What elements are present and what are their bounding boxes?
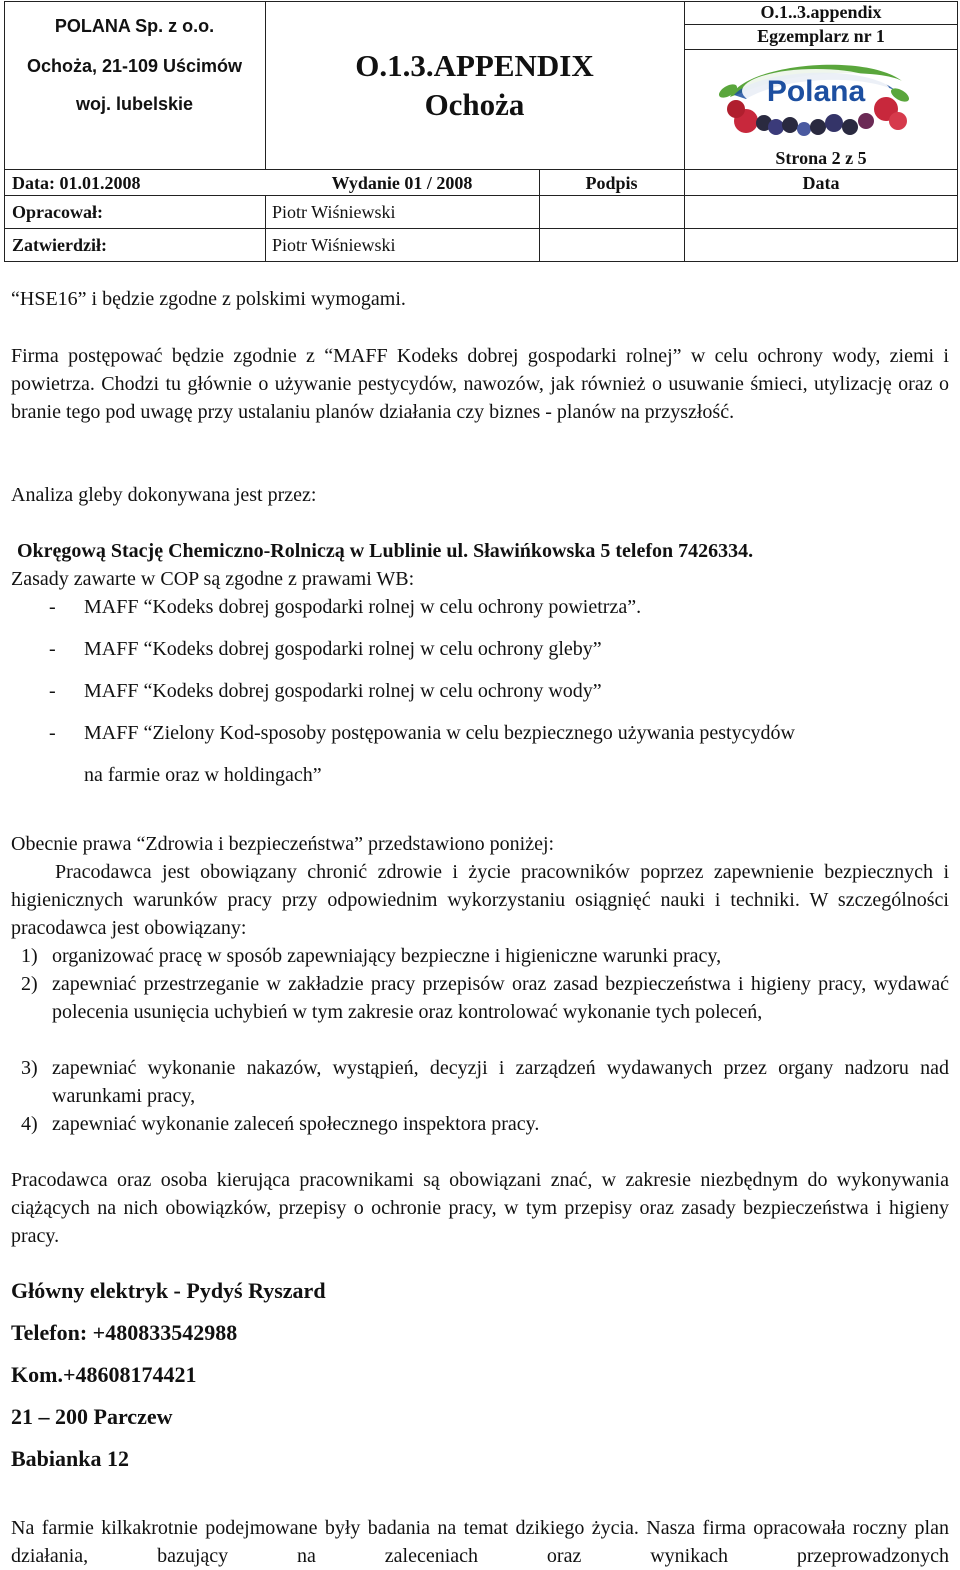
company-name: POLANA Sp. z o.o. [54,16,215,36]
prepared-label: Opracował: [12,202,103,222]
document-header [4,1,958,263]
item-number: 3) [21,1057,38,1079]
item-text: zapewniać wykonanie nakazów, wystąpień, decyzji i zarządzeń wydawanych przez organy nadzoru nad warunkami pracy, [52,1057,949,1107]
list-item-text: na farmie oraz w holdingach” [84,764,322,786]
paragraph-cop-rules: Zasady zawarte w COP są zgodne z prawami WB: [11,568,415,590]
item-number: 4) [21,1113,38,1135]
logo-wordmark: Polana [766,75,866,108]
paragraph-health-safety: Obecnie prawa “Zdrowia i bezpieczeństwa” przedstawiono poniżej: [11,833,555,855]
date-column-header: Data [802,173,840,193]
company-region: woj. lubelskie [75,94,194,114]
paragraph-hse16: “HSE16” i będzie zgodne z polskimi wymogami. [11,288,406,310]
polana-logo-graphic [716,51,910,139]
list-item-text: MAFF “Kodeks dobrej gospodarki rolnej w celu ochrony powietrza”. [84,596,642,618]
document-code: O.1..3.appendix [760,2,882,22]
item-number: 1) [21,945,38,967]
document-title: O.1.3.APPENDIX [355,48,594,83]
approved-by: Piotr Wiśniewski [272,235,396,255]
list-dash: - [49,722,56,744]
list-item-text: MAFF “Zielony Kod-sposoby postępowania w celu bezpiecznego używania pestycydów [84,722,795,744]
item-text: organizować pracę w sposób zapewniający bezpieczne i higieniczne warunki pracy, [52,945,722,967]
paragraph-maff-intro: Firma postępować będzie zgodnie z “MAFF Kodeks dobrej gospodarki rolnej” w celu ochrony wody, ziemi i powietrza. Chodzi tu głównie o używanie pestycydów, nawozów, jak również o usuwanie śmieci, utylizację oraz o branie tego pod uwagę przy ustalaniu planów działania czy biznes - planów na przyszłość. [11,345,949,423]
contact-phone: Telefon: +480833542988 [11,1320,238,1345]
document-subtitle: Ochoża [424,87,525,122]
soil-station-address: Okręgową Stację Chemiczno-Rolniczą w Lublinie ul. Sławińkowska 5 telefon 7426334. [17,540,754,562]
copy-number: Egzemplarz nr 1 [757,26,885,46]
contact-street: Babianka 12 [11,1446,129,1471]
contact-mobile: Kom.+48608174421 [11,1362,197,1387]
list-dash: - [49,680,56,702]
list-item-text: MAFF “Kodeks dobrej gospodarki rolnej w celu ochrony gleby” [84,638,602,660]
contact-name: Główny elektryk - Pydyś Ryszard [11,1278,326,1303]
paragraph-employer-duty: Pracodawca jest obowiązany chronić zdrowie i życie pracowników poprzez zapewnienie bezpiecznych i higienicznych warunków pracy przy odpowiednim wykorzystaniu osiągnięć nauki i techniki. W szczególności pracodawca jest obowiązany: [11,861,949,939]
contact-postal: 21 – 200 Parczew [11,1404,173,1429]
item-number: 2) [21,973,38,995]
list-dash: - [49,638,56,660]
list-item-text: MAFF “Kodeks dobrej gospodarki rolnej w celu ochrony wody” [84,680,602,702]
edition: Wydanie 01 / 2008 [331,173,473,193]
list-dash: - [49,596,56,618]
item-text: zapewniać przestrzeganie w zakładzie pracy przepisów oraz zasad bezpieczeństwa i higieny pracy, wydawać polecenia usunięcia uchybień w tym zakresie oraz kontrolować wykonanie tych poleceń, [52,973,949,1023]
issue-date: Data: 01.01.2008 [12,173,141,193]
page-number: Strona 2 z 5 [775,148,867,168]
paragraph-knowledge-requirement: Pracodawca oraz osoba kierująca pracownikami są obowiązani znać, w zakresie niezbędnym do wykonywania ciążących na nich obowiązków, przepisy o ochronie pracy, w tym przepisy oraz zasady bezpieczeństwa i higieny pracy. [11,1169,949,1247]
item-text: zapewniać wykonanie zaleceń społecznego inspektora pracy. [52,1113,540,1135]
company-address: Ochoża, 21-109 Uścimów [26,56,243,76]
paragraph-wildlife: Na farmie kilkakrotnie podejmowane były badania na temat dzikiego życia. Nasza firma opracowała roczny plan działania, bazujący na zaleceniach oraz wynikach przeprowadzonych [11,1517,949,1567]
polana-logo [716,51,910,139]
approved-label: Zatwierdził: [12,235,107,255]
signature-column-header: Podpis [585,173,638,193]
paragraph-soil-analysis: Analiza gleby dokonywana jest przez: [11,484,317,506]
prepared-by: Piotr Wiśniewski [272,202,396,222]
